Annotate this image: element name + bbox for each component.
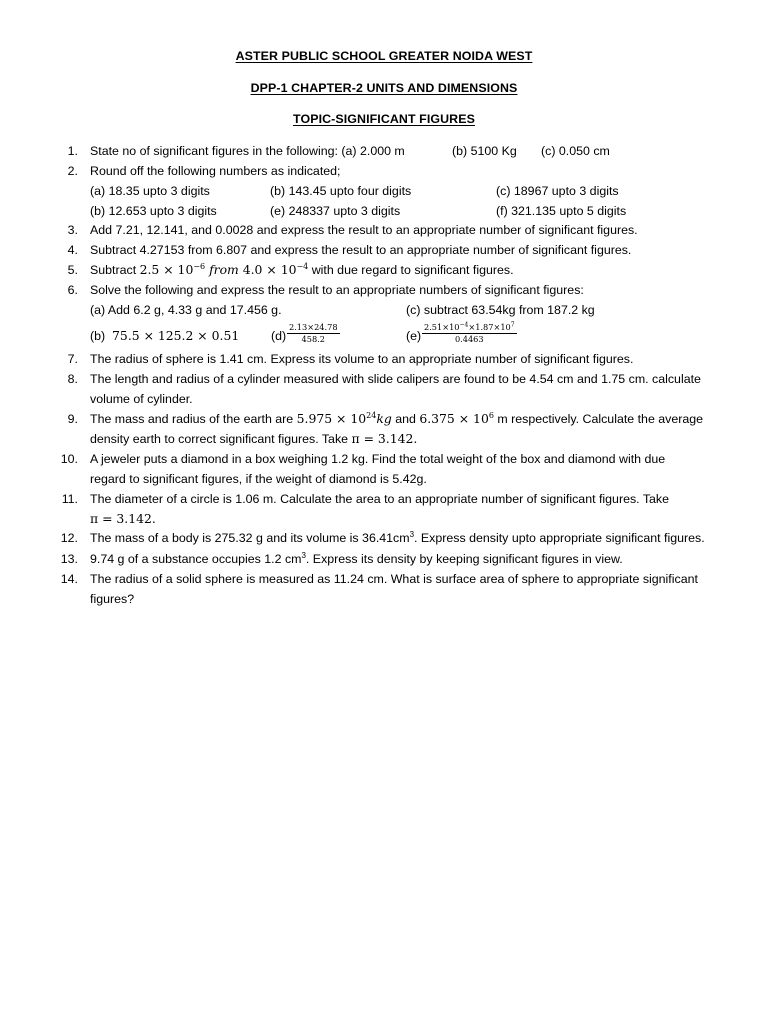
question-14-line1: The radius of a solid sphere is measured as 11.24 cm. What is surface area of sphere to appropriate significant — [90, 572, 698, 586]
question-6-option-d-label: (d) — [271, 329, 287, 343]
school-title: ASTER PUBLIC SCHOOL GREATER NOIDA WEST — [235, 49, 533, 63]
question-number: 12. — [60, 531, 78, 545]
question-2-option-b-col2: (b) 143.45 upto four digits — [270, 184, 412, 198]
question-2-option-a: (a) 18.35 upto 3 digits — [90, 184, 210, 198]
math-expression: $6.375 \times 10^6$ — [419, 410, 494, 426]
question-4-text: Subtract 4.27153 from 6.807 and express the result to an appropriate number of significant figures. — [90, 243, 632, 257]
question-8-line1: The length and radius of a cylinder measured with slide calipers are found to be 4.54 cm and 1.75 cm. calculate — [90, 372, 701, 386]
question-number: 11. — [61, 492, 78, 506]
question-6-option-b: (b) 75.5 × 125.2 × 0.51 — [90, 328, 240, 343]
fraction-d: $\frac{2.13\times 24.78}{458.2}$ — [289, 322, 338, 344]
question-14-line2: figures? — [90, 592, 135, 606]
dpp-title: DPP-1 CHAPTER-2 UNITS AND DIMENSIONS — [250, 81, 518, 95]
question-7-text: The radius of sphere is 1.41 cm. Express its volume to an appropriate number of significant figures. — [90, 352, 634, 366]
question-1-option-c: (c) 0.050 cm — [541, 144, 610, 158]
question-number: 14. — [60, 572, 78, 586]
question-9-line1: The mass and radius of the earth are $5.975 \times 10^{24}kg$ and $6.375 \times 10^6$ m respectively. Calculate the average — [90, 410, 704, 426]
question-number: 3. — [67, 223, 78, 237]
question-2-option-e: (e) 248337 upto 3 digits — [270, 204, 401, 218]
question-8-line2: volume of cylinder. — [90, 392, 193, 406]
question-number: 13. — [60, 552, 78, 566]
question-number: 1. — [67, 144, 78, 158]
question-number: 9. — [67, 412, 78, 426]
topic-title: TOPIC-SIGNIFICANT FIGURES — [293, 112, 475, 126]
question-11-line1: The diameter of a circle is 1.06 m. Calculate the area to an appropriate number of significant figures. Take — [90, 492, 669, 506]
question-5-text — [90, 262, 514, 278]
question-number: 2. — [67, 164, 78, 178]
question-6-option-e-label: (e) — [406, 329, 422, 343]
question-9-line2: density earth to correct significant figures. Take π = 3.142. — [90, 431, 418, 446]
question-1-option-b: (b) 5100 Kg — [452, 144, 517, 158]
question-12-text: The mass of a body is 275.32 g and its volume is $36.41cm^3$. Express density upto appropriate significant figures. — [90, 529, 705, 545]
math-expression: $5.975 \times 10^{24}$ — [296, 410, 377, 426]
question-3-text: Add 7.21, 12.141, and 0.0028 and express the result to an appropriate number of significant figures. — [90, 223, 638, 237]
math-expression: $4.0 \times 10^{-4}$ — [242, 261, 309, 277]
math-word: from — [205, 262, 243, 277]
question-13-text: 9.74 g of a substance occupies 1.2 $cm^3$. Express its density by keeping significant figures in view. — [90, 550, 623, 566]
question-5-suffix: with due regard to significant figures. — [308, 263, 514, 277]
question-number: 6. — [67, 283, 78, 297]
question-1-text: State no of significant figures in the following: (a) 2.000 m — [90, 144, 405, 158]
question-number: 8. — [67, 372, 78, 386]
question-number: 7. — [67, 352, 78, 366]
question-2-text: Round off the following numbers as indicated; — [90, 164, 341, 178]
question-10-line2: regard to significant figures, if the weight of diamond is 5.42g. — [90, 472, 427, 486]
math-expression: $2.5 \times 10^{-6}$ — [139, 261, 206, 277]
question-2-option-f: (f) 321.135 upto 5 digits — [496, 204, 627, 218]
pi-value: π = 3.142. — [90, 511, 156, 526]
fraction-e: $\frac{2.51\times 10^{-4}\times 1.87\times 10^7}{0.4463}$ — [424, 321, 515, 344]
question-10-line1: A jeweler puts a diamond in a box weighing 1.2 kg. Find the total weight of the box and diamond with due — [90, 452, 666, 466]
question-6-option-a: (a) Add 6.2 g, 4.33 g and 17.456 g. — [90, 303, 282, 317]
question-number: 10. — [60, 452, 78, 466]
question-6-text: Solve the following and express the result to an appropriate numbers of significant figures: — [90, 283, 584, 297]
question-5-prefix: Subtract — [90, 263, 140, 277]
question-number: 4. — [67, 243, 78, 257]
question-2-option-c: (c) 18967 upto 3 digits — [496, 184, 619, 198]
question-number: 5. — [67, 263, 78, 277]
question-6-option-c: (c) subtract 63.54kg from 187.2 kg — [406, 303, 595, 317]
pi-value: π = 3.142. — [351, 431, 418, 446]
question-2-option-b: (b) 12.653 upto 3 digits — [90, 204, 217, 218]
